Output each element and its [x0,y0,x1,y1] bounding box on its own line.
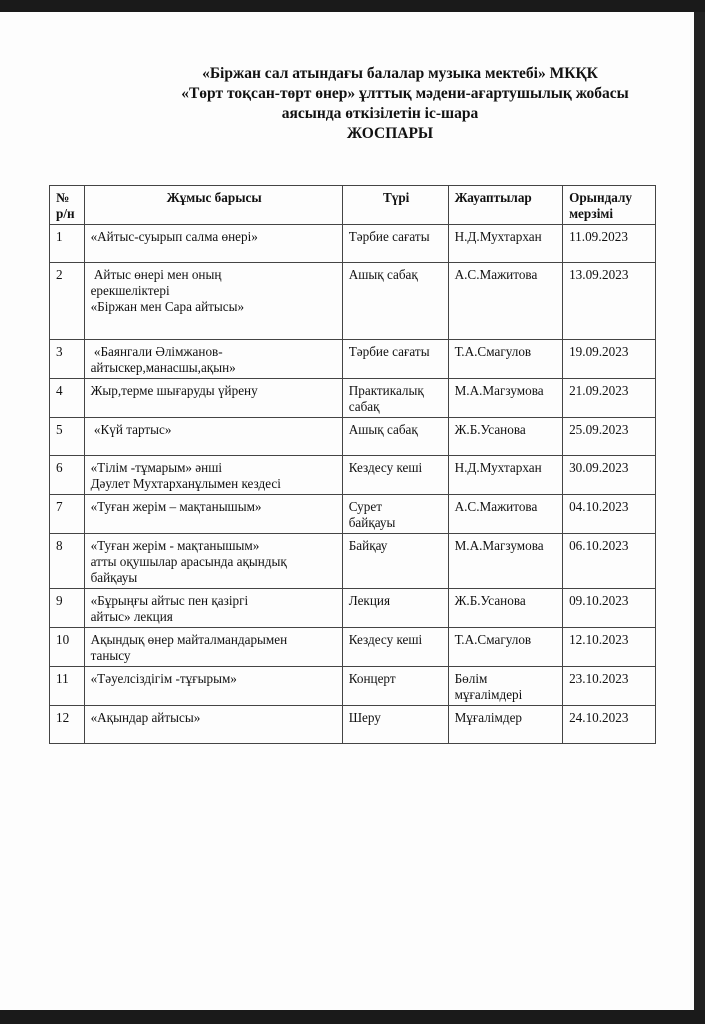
column-header-type: Түрі [342,186,448,225]
cell-type-line: Байқау [348,538,388,553]
event-plan-table [49,185,656,744]
cell-type [342,706,448,744]
cell-responsible-line: Н.Д.Мухтархан [454,460,542,475]
table-row [50,379,656,418]
cell-work-line: «Тілім -тұмарым» әнші [90,460,223,475]
cell-date: 19.09.2023 [563,340,656,379]
cell-work-line: Дәулет Мухтарханұлымен кездесі [90,476,281,491]
cell-number: 10 [50,628,85,667]
column-header-date: Орындалу мерзімі [563,186,656,225]
cell-work [84,628,342,667]
cell-responsible [448,628,563,667]
cell-type-line: Тәрбие сағаты [348,229,430,244]
cell-type [342,418,448,456]
table-row [50,667,656,706]
cell-responsible-line: М.А.Магзумова [454,538,544,553]
cell-type [342,534,448,589]
cell-type [342,263,448,340]
cell-type-line: Кездесу кеші [348,460,423,475]
cell-type-line: Практикалық [348,383,424,398]
cell-work-line: «Ақындар айтысы» [90,710,201,725]
table-row [50,495,656,534]
cell-number: 3 [50,340,85,379]
cell-work-line: «Бұрыңғы айтыс пен қазіргі [90,593,249,608]
cell-work [84,495,342,534]
top-dark-border [0,0,705,12]
cell-type-line: Тәрбие сағаты [348,344,430,359]
cell-number: 2 [50,263,85,340]
cell-work-line: атты оқушылар арасында ақындық [90,554,287,569]
cell-type-line: Ашық сабақ [348,267,418,282]
cell-work-line: «Күй тартыс» [90,422,172,437]
table-row [50,340,656,379]
column-header-work: Жұмыс барысы [84,186,342,225]
cell-type-line: Шеру [348,710,381,725]
cell-number: 6 [50,456,85,495]
cell-work [84,456,342,495]
column-header-responsible: Жауаптылар [448,186,563,225]
cell-responsible [448,667,563,706]
cell-number: 5 [50,418,85,456]
cell-work-line: байқауы [90,570,138,585]
cell-type [342,456,448,495]
cell-responsible-line: Н.Д.Мухтархан [454,229,542,244]
table-row [50,589,656,628]
heading-school-name: «Біржан сал атындағы балалар музыка мектебі» МКҚК [202,65,598,82]
table-body [50,225,656,744]
cell-type [342,340,448,379]
cell-number: 12 [50,706,85,744]
cell-type-line: сабақ [348,399,380,414]
cell-work-line: «Баянгали Әлімжанов- [90,344,223,359]
cell-number: 7 [50,495,85,534]
cell-responsible [448,418,563,456]
cell-work-line: «Тәуелсіздігім -тұғырым» [90,671,237,686]
cell-work [84,225,342,263]
cell-type [342,495,448,534]
cell-number: 11 [50,667,85,706]
cell-number: 1 [50,225,85,263]
table-row [50,263,656,340]
cell-work-line: «Біржан мен Сара айтысы» [90,299,245,314]
cell-responsible [448,456,563,495]
cell-work-line: айтыскер,манасшы,ақын» [90,360,236,375]
cell-date: 06.10.2023 [563,534,656,589]
table-row [50,225,656,263]
table-row [50,706,656,744]
cell-responsible [448,495,563,534]
cell-work [84,418,342,456]
table-row [50,534,656,589]
cell-work [84,534,342,589]
cell-type-line: Концерт [348,671,396,686]
cell-responsible-line: Т.А.Смагулов [454,344,532,359]
cell-number: 8 [50,534,85,589]
cell-date: 09.10.2023 [563,589,656,628]
cell-work-line: «Туған жерім – мақтанышым» [90,499,262,514]
cell-type-line: Лекция [348,593,391,608]
cell-responsible-line: Ж.Б.Усанова [454,593,526,608]
cell-responsible [448,534,563,589]
cell-work [84,589,342,628]
cell-work-line: Жыр,терме шығаруды үйрену [90,383,258,398]
cell-date: 13.09.2023 [563,263,656,340]
cell-type-line: байқауы [348,515,396,530]
cell-type-line: Сурет [348,499,382,514]
cell-work-line: «Туған жерім - мақтанышым» [90,538,260,553]
cell-work-line: Айтыс өнері мен оның [90,267,222,282]
cell-work-line: айтыс» лекция [90,609,173,624]
cell-type [342,225,448,263]
column-header-number: № р/н [50,186,85,225]
heading-project-name: «Төрт тоқсан-төрт өнер» ұлттық мәдени-ағартушылық жобасы [181,85,629,102]
cell-date: 12.10.2023 [563,628,656,667]
cell-responsible-line: мұғалімдері [454,687,523,702]
document-heading [100,64,700,144]
cell-responsible-line: Бөлім [454,671,488,686]
table-row [50,418,656,456]
cell-responsible [448,379,563,418]
cell-number: 9 [50,589,85,628]
cell-date: 23.10.2023 [563,667,656,706]
cell-work-line: танысу [90,648,131,663]
table-row [50,456,656,495]
cell-work [84,379,342,418]
right-dark-border [694,12,705,1010]
cell-date: 24.10.2023 [563,706,656,744]
cell-date: 21.09.2023 [563,379,656,418]
table-header-row [50,186,656,225]
cell-type [342,379,448,418]
cell-responsible-line: М.А.Магзумова [454,383,544,398]
cell-number: 4 [50,379,85,418]
cell-type-line: Кездесу кеші [348,632,423,647]
cell-work [84,667,342,706]
cell-date: 30.09.2023 [563,456,656,495]
cell-type [342,589,448,628]
cell-type [342,628,448,667]
cell-responsible [448,263,563,340]
cell-work-line: Ақындық өнер майталмандарымен [90,632,288,647]
cell-date: 11.09.2023 [563,225,656,263]
cell-responsible-line: Мұғалімдер [454,710,523,725]
cell-work [84,706,342,744]
cell-responsible [448,706,563,744]
cell-responsible-line: Т.А.Смагулов [454,632,532,647]
cell-responsible-line: А.С.Мажитова [454,499,538,514]
cell-responsible [448,340,563,379]
cell-responsible [448,589,563,628]
cell-responsible-line: Ж.Б.Усанова [454,422,526,437]
heading-plan-title: ЖОСПАРЫ [346,125,434,142]
cell-type [342,667,448,706]
bottom-dark-border [0,1010,705,1024]
cell-work-line: ерекшеліктері [90,283,170,298]
cell-responsible [448,225,563,263]
cell-type-line: Ашық сабақ [348,422,418,437]
cell-work-line: «Айтыс-суырып салма өнері» [90,229,258,244]
cell-responsible-line: А.С.Мажитова [454,267,538,282]
cell-date: 04.10.2023 [563,495,656,534]
cell-work [84,340,342,379]
cell-work [84,263,342,340]
table-row [50,628,656,667]
heading-event-line: аясында өткізілетін іс-шара [281,105,479,122]
cell-date: 25.09.2023 [563,418,656,456]
